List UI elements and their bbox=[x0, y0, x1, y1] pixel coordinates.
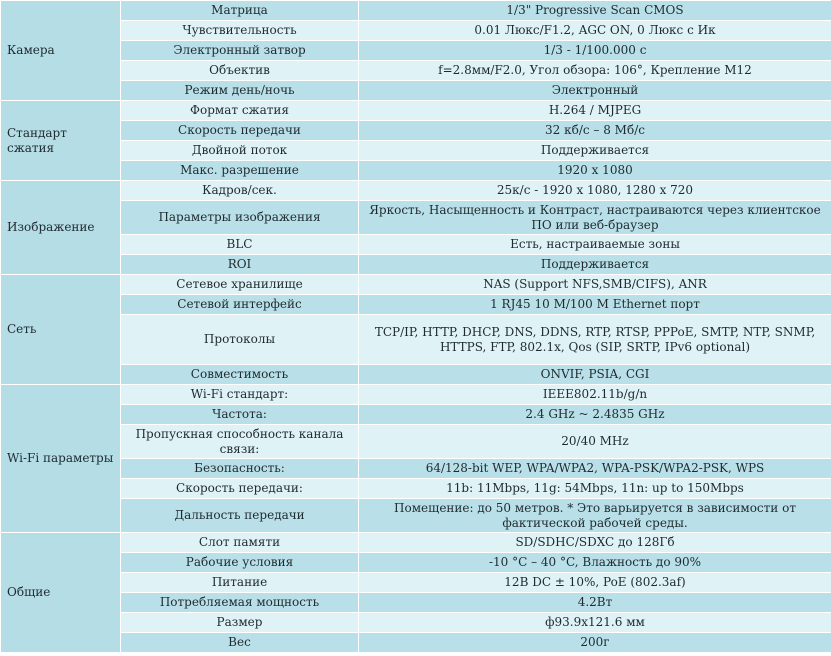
spec-value: NAS (Support NFS,SMB/CIFS), ANR bbox=[359, 275, 831, 295]
spec-value: TCP/IP, HTTP, DHCP, DNS, DDNS, RTP, RTSP, PPPoE, SMTP, NTP, SNMP, HTTPS, FTP, 802.1x, Qos (SIP, SRTP, IPv6 optional) bbox=[359, 315, 831, 365]
spec-label: Формат сжатия bbox=[121, 101, 359, 121]
spec-label: Wi-Fi стандарт: bbox=[121, 385, 359, 405]
spec-row bbox=[1, 295, 831, 315]
spec-label: Электронный затвор bbox=[121, 41, 359, 61]
spec-value: 11b: 11Mbps, 11g: 54Mbps, 11n: up to 150Mbps bbox=[359, 479, 831, 499]
spec-row bbox=[1, 101, 831, 121]
spec-value: IEEE802.11b/g/n bbox=[359, 385, 831, 405]
spec-label: Пропускная способность канала связи: bbox=[121, 425, 359, 459]
spec-label: Макс. разрешение bbox=[121, 161, 359, 181]
spec-value: 2.4 GHz ~ 2.4835 GHz bbox=[359, 405, 831, 425]
spec-value: 12В DC ± 10%, PoE (802.3af) bbox=[359, 573, 831, 593]
spec-value: 200г bbox=[359, 633, 831, 653]
spec-label: Чувствительность bbox=[121, 21, 359, 41]
spec-value: ONVIF, PSIA, CGI bbox=[359, 365, 831, 385]
spec-value: 25к/с - 1920 x 1080, 1280 x 720 bbox=[359, 181, 831, 201]
spec-label: Скорость передачи: bbox=[121, 479, 359, 499]
spec-row bbox=[1, 81, 831, 101]
spec-label: Параметры изображения bbox=[121, 201, 359, 235]
spec-value: 1/3 - 1/100.000 с bbox=[359, 41, 831, 61]
spec-label: Сетевой интерфейс bbox=[121, 295, 359, 315]
spec-row bbox=[1, 425, 831, 459]
spec-value: 32 кб/с – 8 Мб/с bbox=[359, 121, 831, 141]
spec-row bbox=[1, 41, 831, 61]
spec-value: Есть, настраиваемые зоны bbox=[359, 235, 831, 255]
spec-label: Кадров/сек. bbox=[121, 181, 359, 201]
spec-label: Безопасность: bbox=[121, 459, 359, 479]
spec-row bbox=[1, 255, 831, 275]
spec-label: BLC bbox=[121, 235, 359, 255]
spec-table-body bbox=[1, 1, 831, 653]
spec-row bbox=[1, 633, 831, 653]
spec-row bbox=[1, 365, 831, 385]
spec-row bbox=[1, 315, 831, 365]
spec-value: Электронный bbox=[359, 81, 831, 101]
spec-label: Матрица bbox=[121, 1, 359, 21]
group-name: Камера bbox=[1, 1, 121, 101]
spec-label: Рабочие условия bbox=[121, 553, 359, 573]
spec-label: Скорость передачи bbox=[121, 121, 359, 141]
spec-label: Объектив bbox=[121, 61, 359, 81]
spec-row bbox=[1, 613, 831, 633]
group-name: Сеть bbox=[1, 275, 121, 385]
spec-row bbox=[1, 553, 831, 573]
spec-label: Частота: bbox=[121, 405, 359, 425]
spec-row bbox=[1, 405, 831, 425]
spec-value: 1 RJ45 10 M/100 M Ethernet порт bbox=[359, 295, 831, 315]
spec-value: 1920 x 1080 bbox=[359, 161, 831, 181]
spec-row bbox=[1, 121, 831, 141]
spec-label: Двойной поток bbox=[121, 141, 359, 161]
group-name: Изображение bbox=[1, 181, 121, 275]
spec-label: Совместимость bbox=[121, 365, 359, 385]
group-name: Стандарт сжатия bbox=[1, 101, 121, 181]
spec-value: 4.2Вт bbox=[359, 593, 831, 613]
spec-value: 64/128-bit WEP, WPA/WPA2, WPA-PSK/WPA2-PSK, WPS bbox=[359, 459, 831, 479]
spec-value: 1/3" Progressive Scan CMOS bbox=[359, 1, 831, 21]
spec-row bbox=[1, 1, 831, 21]
spec-value: -10 °C – 40 °C, Влажность до 90% bbox=[359, 553, 831, 573]
spec-label: Вес bbox=[121, 633, 359, 653]
spec-value: SD/SDHC/SDXC до 128Гб bbox=[359, 533, 831, 553]
spec-row bbox=[1, 275, 831, 295]
spec-label: Слот памяти bbox=[121, 533, 359, 553]
spec-value: Помещение: до 50 метров. * Это варьируется в зависимости от фактической рабочей среды. bbox=[359, 499, 831, 533]
spec-value: 20/40 MHz bbox=[359, 425, 831, 459]
spec-row bbox=[1, 61, 831, 81]
spec-row bbox=[1, 533, 831, 553]
spec-value: ф93.9x121.6 мм bbox=[359, 613, 831, 633]
spec-label: Режим день/ночь bbox=[121, 81, 359, 101]
spec-row bbox=[1, 479, 831, 499]
spec-row bbox=[1, 499, 831, 533]
spec-label: Размер bbox=[121, 613, 359, 633]
spec-row bbox=[1, 181, 831, 201]
spec-label: ROI bbox=[121, 255, 359, 275]
spec-row bbox=[1, 593, 831, 613]
spec-row bbox=[1, 573, 831, 593]
spec-row bbox=[1, 201, 831, 235]
spec-row bbox=[1, 459, 831, 479]
spec-label: Потребляемая мощность bbox=[121, 593, 359, 613]
spec-label: Питание bbox=[121, 573, 359, 593]
spec-row bbox=[1, 161, 831, 181]
spec-label: Протоколы bbox=[121, 315, 359, 365]
group-name: Wi-Fi параметры bbox=[1, 385, 121, 533]
spec-row bbox=[1, 21, 831, 41]
spec-value: Поддерживается bbox=[359, 255, 831, 275]
spec-label: Сетевое хранилище bbox=[121, 275, 359, 295]
spec-row bbox=[1, 385, 831, 405]
spec-value: Яркость, Насыщенность и Контраст, настраиваются через клиентское ПО или веб-браузер bbox=[359, 201, 831, 235]
spec-value: H.264 / MJPEG bbox=[359, 101, 831, 121]
spec-value: f=2.8мм/F2.0, Угол обзора: 106°, Крепление М12 bbox=[359, 61, 831, 81]
spec-row bbox=[1, 235, 831, 255]
group-name: Общие bbox=[1, 533, 121, 653]
spec-label: Дальность передачи bbox=[121, 499, 359, 533]
spec-value: Поддерживается bbox=[359, 141, 831, 161]
spec-row bbox=[1, 141, 831, 161]
spec-value: 0.01 Люкс/F1.2, AGC ON, 0 Люкс с Ик bbox=[359, 21, 831, 41]
